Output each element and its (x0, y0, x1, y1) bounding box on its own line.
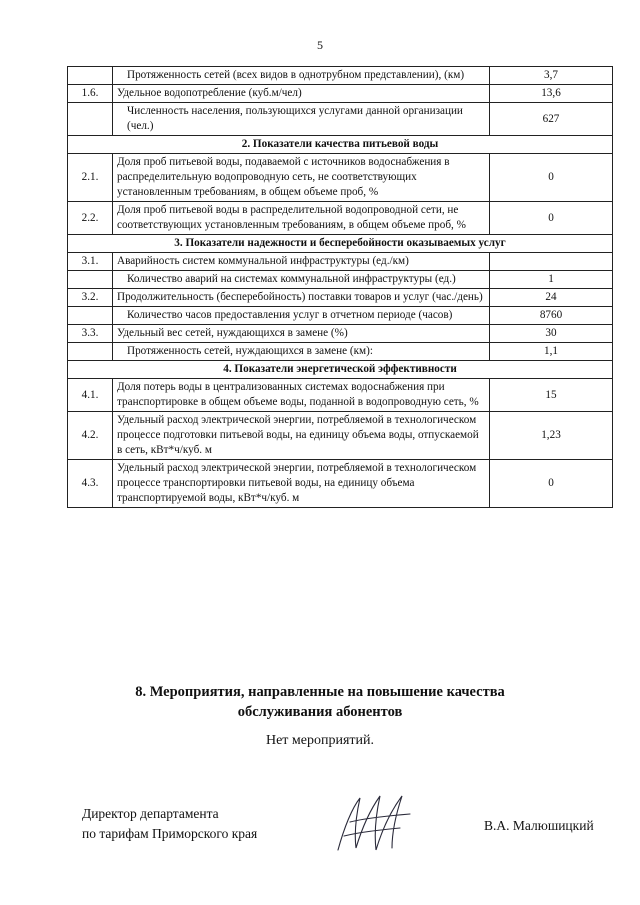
row-number: 1.6. (68, 85, 113, 103)
signer-name: В.А. Малюшицкий (484, 818, 594, 833)
row-description: Доля потерь воды в централизованных системах водоснабжения при транспортировке в общем объеме воды, поданной в водопроводную сеть, % (113, 379, 490, 412)
row-value: 1,23 (490, 412, 613, 460)
section-title: 2. Показатели качества питьевой воды (68, 136, 613, 154)
table-row (68, 379, 613, 412)
row-description: Численность населения, пользующихся услугами данной организации (чел.) (113, 103, 490, 136)
section-title: 4. Показатели энергетической эффективности (68, 361, 613, 379)
row-description: Аварийность систем коммунальной инфраструктуры (ед./км) (113, 253, 490, 271)
table-row (68, 85, 613, 103)
row-value: 1 (490, 271, 613, 289)
row-number (68, 307, 113, 325)
row-description: Доля проб питьевой воды в распределительной водопроводной сети, не соответствующих установленным требованиям, в общем объеме проб, % (113, 202, 490, 235)
table-row (68, 253, 613, 271)
row-number: 3.2. (68, 289, 113, 307)
row-value: 0 (490, 154, 613, 202)
row-value: 24 (490, 289, 613, 307)
table-row (68, 154, 613, 202)
table-row (68, 289, 613, 307)
section-header-row (68, 136, 613, 154)
row-number (68, 343, 113, 361)
row-description: Удельный расход электрической энергии, потребляемой в технологическом процессе подготовки питьевой воды, на единицу объема воды, отпускаемой в сеть, кВт*ч/куб. м (113, 412, 490, 460)
section-8-heading-line1: 8. Мероприятия, направленные на повышение качества (135, 684, 505, 700)
row-description: Протяженность сетей, нуждающихся в замене (км): (113, 343, 490, 361)
table-row (68, 412, 613, 460)
row-number (68, 103, 113, 136)
signer-title-line1: Директор департамента (82, 806, 219, 821)
row-number: 2.2. (68, 202, 113, 235)
no-events-text: Нет мероприятий. (265, 733, 375, 748)
row-value: 0 (490, 460, 613, 508)
row-description: Доля проб питьевой воды, подаваемой с источников водоснабжения в распределительную водопроводную сеть, не соответствующих установленным требованиям, в общем объеме проб, % (113, 154, 490, 202)
row-value: 627 (490, 103, 613, 136)
row-description: Протяженность сетей (всех видов в однотрубном представлении), (км) (113, 67, 490, 85)
row-description: Продолжительность (бесперебойность) поставки товаров и услуг (час./день) (113, 289, 490, 307)
signer-title-line2: по тарифам Приморского края (82, 826, 258, 841)
row-value: 1,1 (490, 343, 613, 361)
table-row (68, 343, 613, 361)
page-number: 5 (317, 38, 323, 52)
section-title: 3. Показатели надежности и бесперебойности оказываемых услуг (68, 235, 613, 253)
row-number: 3.1. (68, 253, 113, 271)
row-value: 15 (490, 379, 613, 412)
table-row (68, 460, 613, 508)
row-description: Удельный расход электрической энергии, потребляемой в технологическом процессе транспортировки питьевой воды, на единицу объема транспортируемой воды, кВт*ч/куб. м (113, 460, 490, 508)
row-value: 0 (490, 202, 613, 235)
row-value: 13,6 (490, 85, 613, 103)
row-value: 8760 (490, 307, 613, 325)
row-value: 30 (490, 325, 613, 343)
signer-title (82, 804, 257, 844)
table-row (68, 67, 613, 85)
row-number: 2.1. (68, 154, 113, 202)
table-row (68, 307, 613, 325)
row-value (490, 253, 613, 271)
row-description: Количество аварий на системах коммунальной инфраструктуры (ед.) (113, 271, 490, 289)
section-header-row (68, 361, 613, 379)
row-number (68, 67, 113, 85)
indicators-table (67, 66, 613, 508)
table-row (68, 103, 613, 136)
section-8-heading-line2: обслуживания абонентов (237, 704, 403, 720)
row-number: 4.3. (68, 460, 113, 508)
section-8-heading (0, 682, 640, 722)
table-row (68, 202, 613, 235)
section-header-row (68, 235, 613, 253)
row-description: Удельное водопотребление (куб.м/чел) (113, 85, 490, 103)
table-row (68, 325, 613, 343)
row-description: Удельный вес сетей, нуждающихся в замене (%) (113, 325, 490, 343)
row-description: Количество часов предоставления услуг в отчетном периоде (часов) (113, 307, 490, 325)
indicators-table-body (68, 67, 613, 508)
row-number: 4.2. (68, 412, 113, 460)
row-number (68, 271, 113, 289)
row-number: 3.3. (68, 325, 113, 343)
row-number: 4.1. (68, 379, 113, 412)
handwritten-signature (330, 788, 420, 858)
row-value: 3,7 (490, 67, 613, 85)
table-row (68, 271, 613, 289)
